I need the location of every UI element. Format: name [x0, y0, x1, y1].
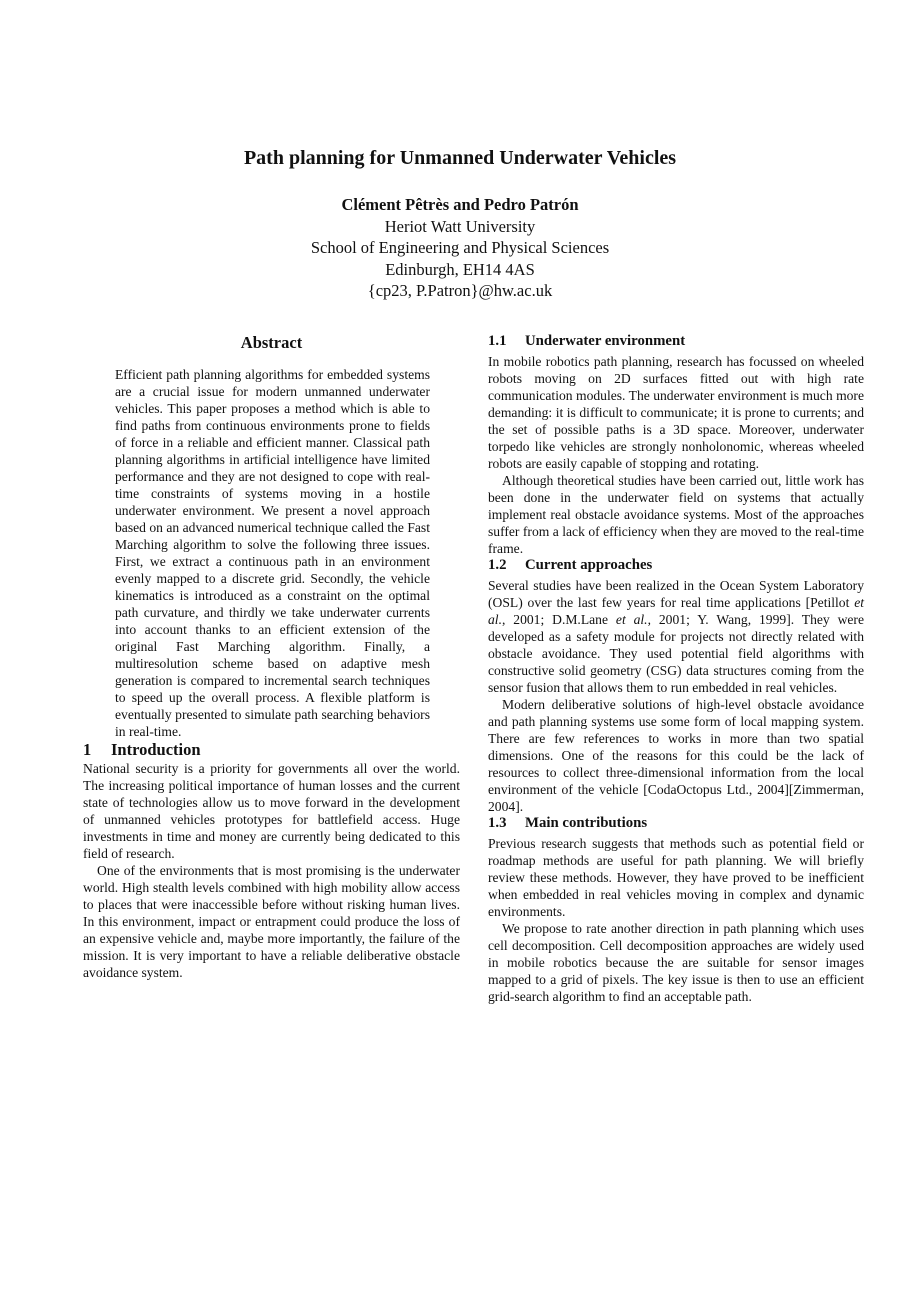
subsection-title: Main contributions — [525, 815, 648, 831]
left-column — [83, 333, 460, 981]
citation-et-al: et al. — [488, 595, 864, 627]
affiliation-school: School of Engineering and Physical Sciences — [310, 238, 610, 257]
affiliation-email: {cp23, P.Patron}@hw.ac.uk — [367, 281, 553, 300]
abstract-heading: Abstract — [240, 333, 303, 352]
author-names: Clément Pêtrès and Pedro Patrón — [341, 195, 579, 214]
approaches-paragraph-2: Modern deliberative solutions of high-level obstacle avoidance and path planning systems use some form of local mapping system. There are few references to works in more than two spatial dimensions. One of the reasons for this could be the lack of resources to collect three-dimensional information from the local environment of the vehicle [CodaOctopus Ltd., 2004][Zimmerman, 2004]. — [488, 697, 864, 814]
text-run: Several studies have been realized in the Ocean System Laboratory (OSL) over the last few years for real time applications [Petillot — [488, 578, 864, 610]
right-column — [488, 333, 864, 1005]
subsection-number: 1.1 — [488, 333, 507, 349]
affiliation-address: Edinburgh, EH14 4AS — [385, 259, 535, 279]
section-heading-introduction — [83, 740, 460, 760]
subsection-heading-current-approaches — [488, 557, 864, 574]
contributions-paragraph-1: Previous research suggests that methods such as potential field or roadmap methods are useful for path planning. We will briefly review these methods. However, they have proved to be inefficient when embedded in real vehicles moving in complex and dynamic environments. — [488, 836, 864, 919]
text-run: , 2001; Y. Wang, 1999]. They were developed as a safety module for projects not directly related with obstacle avoidance. They used potential field algorithms with constructive solid geometry (CSG) data structures coming from the sensor fusion that allows them to run embedded in real vehicles. — [488, 612, 864, 695]
abstract-text: Efficient path planning algorithms for embedded systems are a crucial issue for modern unmanned underwater vehicles. This paper proposes a method which is able to find paths from continuous environments prone to fields of force in a reliable and efficient manner. Classical path planning algorithms in artificial intelligence have limited performance and they are not designed to cope with real-time constraints of systems moving in a hostile underwater environment. We present a novel approach based on an advanced numerical technique called the Fast Marching algorithm to solve the following three issues. First, we extract a continuous path in an environment evenly mapped to a discrete grid. Secondly, the vehicle kinematics is introduced as a constraint on the optimal path curvature, and thirdly we take underwater currents into account thanks to an efficient extension of the original Fast Marching algorithm. Finally, a multiresolution scheme based on adaptive mesh generation is compared to incremental search techniques to speed up the overall process. A flexible platform is eventually presented to simulate path searching behaviors in real-time. — [115, 367, 430, 739]
subsection-heading-main-contributions — [488, 815, 864, 832]
intro-paragraph-1: National security is a priority for governments all over the world. The increasing political importance of human losses and the current state of technologies allow us to move forward in the development of unmanned vehicles prototypes for battlefield access. Huge investments in time and money are currently being dedicated to this field of research. — [83, 761, 460, 861]
underwater-paragraph-1: In mobile robotics path planning, research has focussed on wheeled robots moving on 2D surfaces fitted out with high rate communication modules. The underwater environment is much more demanding: it is difficult to communicate; it is prone to currents; and the set of possible paths is a 3D space. Moreover, underwater torpedo like vehicles are strongly nonholonomic, whereas wheeled robots are easily capable of stopping and rotating. — [488, 354, 864, 471]
affiliation-university: Heriot Watt University — [384, 216, 536, 236]
section-number: 1 — [83, 740, 92, 759]
subsection-heading-underwater-environment — [488, 333, 864, 350]
approaches-paragraph-1 — [488, 577, 864, 696]
subsection-number: 1.2 — [488, 557, 507, 573]
author-block — [0, 194, 920, 302]
citation-et-al: et al. — [615, 612, 648, 627]
section-title: Introduction — [111, 740, 201, 759]
intro-paragraph-2: One of the environments that is most promising is the underwater world. High stealth levels combined with high mobility allow access to places that were inaccessible before without risking human lives. In this environment, impact or entrapment could produce the loss of an expensive vehicle and, maybe more importantly, the failure of the mission. It is very important to have a reliable deliberative obstacle avoidance system. — [83, 863, 460, 980]
subsection-title: Underwater environment — [525, 333, 686, 349]
paper-title: Path planning for Unmanned Underwater Vehicles — [243, 147, 677, 169]
subsection-title: Current approaches — [525, 557, 653, 573]
subsection-number: 1.3 — [488, 815, 507, 831]
text-run: , 2001; D.M.Lane — [501, 612, 616, 627]
underwater-paragraph-2: Although theoretical studies have been carried out, little work has been done in the underwater field on systems that actually implement real obstacle avoidance systems. Most of the approaches suffer from a lack of efficiency when they are moved to the real-time frame. — [488, 473, 864, 556]
contributions-paragraph-2: We propose to rate another direction in path planning which uses cell decomposition. Cell decomposition approaches are widely used in mobile robotics because the are suitable for sensor images mapped to a grid of pixels. The key issue is then to use an efficient grid-search algorithm to find an acceptable path. — [488, 921, 864, 1004]
